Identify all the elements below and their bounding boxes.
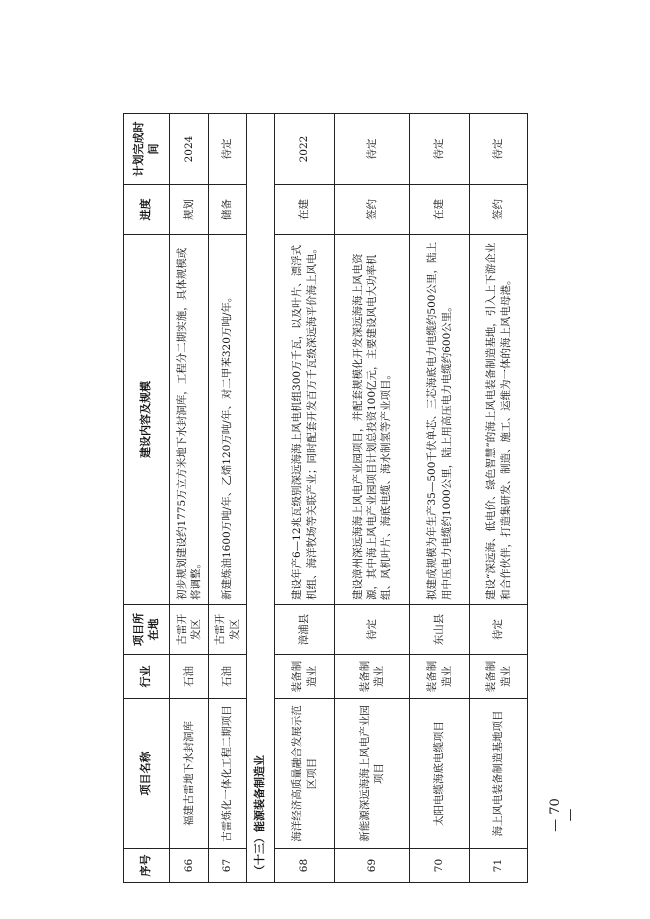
cell-time: 待定 <box>470 114 528 185</box>
cell-industry: 装备制造业 <box>470 655 528 699</box>
cell-num: 70 <box>410 849 470 883</box>
header-location: 项目所在地 <box>124 605 170 655</box>
cell-time: 2024 <box>170 114 209 185</box>
cell-time: 待定 <box>209 114 247 185</box>
table-row <box>275 114 335 883</box>
table-header-row <box>124 114 170 883</box>
cell-num: 71 <box>470 849 528 883</box>
cell-time: 待定 <box>335 114 410 185</box>
cell-progress: 在建 <box>275 185 335 235</box>
cell-location: 漳浦县 <box>275 605 335 655</box>
header-time: 计划完成时间 <box>124 114 170 185</box>
cell-name: 海洋经济高质量融合发展示范区项目 <box>275 699 335 849</box>
header-progress: 进度 <box>124 185 170 235</box>
cell-location: 古雷开发区 <box>209 605 247 655</box>
cell-name: 福建古雷地下水封洞库 <box>170 699 209 849</box>
table-row <box>209 114 247 883</box>
cell-content: 建设漳州深远海海上风电产业园项目，并配套规模化开发深远海海上风电资源，其中海上风电产业园项目计划总投资100亿元，主要建设风电大功率机组、风机叶片、海底电缆、海水制氢等产业项目。 <box>335 235 410 605</box>
header-industry: 行业 <box>124 655 170 699</box>
cell-num: 67 <box>209 849 247 883</box>
cell-time: 2022 <box>275 114 335 185</box>
cell-industry: 石油 <box>170 655 209 699</box>
cell-location: 东山县 <box>410 605 470 655</box>
cell-location: 待定 <box>470 605 528 655</box>
cell-time: 待定 <box>410 114 470 185</box>
cell-content: 新建炼油1600万吨/年、乙烯120万吨/年、对二甲苯320万吨/年。 <box>209 235 247 605</box>
section-row <box>247 114 275 883</box>
cell-industry: 装备制造业 <box>335 655 410 699</box>
table-row <box>470 114 528 883</box>
cell-name: 古雷炼化一体化工程二期项目 <box>209 699 247 849</box>
table-row <box>170 114 209 883</box>
rotated-table-page <box>123 114 512 883</box>
cell-num: 69 <box>335 849 410 883</box>
cell-num: 68 <box>275 849 335 883</box>
cell-name: 新能源深远海海上风电产业园项目 <box>335 699 410 849</box>
cell-progress: 储备 <box>209 185 247 235</box>
cell-content: 建设“深远海、低电价、绿色智慧”的海上风电装备制造基地，引入上下游企业和合作伙伴，打造集研发、制造、施工、运维为一体的海上风电母港。 <box>470 235 528 605</box>
cell-name: 太阳电缆海底电缆项目 <box>410 699 470 849</box>
cell-industry: 装备制造业 <box>410 655 470 699</box>
table-row <box>335 114 410 883</box>
cell-progress: 在建 <box>410 185 470 235</box>
table-row <box>410 114 470 883</box>
header-name: 项目名称 <box>124 699 170 849</box>
page-number: — 70 — <box>548 798 578 832</box>
cell-num: 66 <box>170 849 209 883</box>
cell-content: 建设年产6—12兆瓦级别深远海海上风电机组300万千瓦，以及叶片、漂浮式机组、海洋牧场等关联产业；同时配套开发百万千瓦级深远海平价海上风电。 <box>275 235 335 605</box>
cell-industry: 装备制造业 <box>275 655 335 699</box>
cell-name: 海上风电装备制造基地项目 <box>470 699 528 849</box>
cell-location: 古雷开发区 <box>170 605 209 655</box>
section-title: （十三）能源装备制造业 <box>247 114 275 883</box>
cell-progress: 签约 <box>470 185 528 235</box>
cell-progress: 签约 <box>335 185 410 235</box>
cell-industry: 石油 <box>209 655 247 699</box>
cell-content: 拟建成规模为年生产35—500千伏单芯、三芯海底电力电缆约500公里，陆上用中压电力电缆约1000公里，陆上用高压电力电缆约600公里。 <box>410 235 470 605</box>
header-num: 序号 <box>124 849 170 883</box>
cell-progress: 规划 <box>170 185 209 235</box>
project-table <box>123 113 528 883</box>
cell-content: 初步规划建设约1775万立方米地下水封洞库，工程分二期实施，具体规模或将调整。 <box>170 235 209 605</box>
header-content: 建设内容及规模 <box>124 235 170 605</box>
cell-location: 待定 <box>335 605 410 655</box>
